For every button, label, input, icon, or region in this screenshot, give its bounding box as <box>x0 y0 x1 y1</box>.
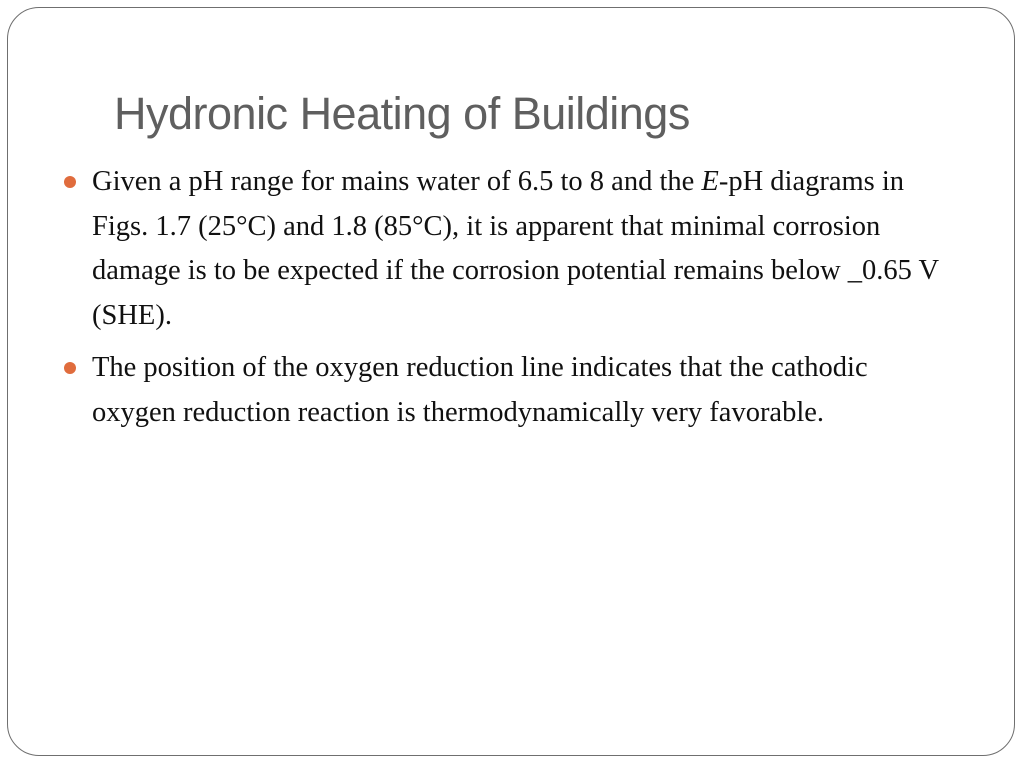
bullet-list <box>92 160 952 443</box>
bullet-item-oxygen-reduction <box>92 346 952 435</box>
bullet-dot-icon <box>64 362 76 374</box>
slide-title: Hydronic Heating of Buildings <box>114 88 690 139</box>
bullet-italic-symbol: E <box>701 166 719 197</box>
bullet-text-part: Given a pH range for mains water of 6.5 to 8 and the <box>92 166 702 197</box>
bullet-dot-icon <box>64 176 76 188</box>
bullet-text: The position of the oxygen reduction line indicates that the cathodic oxygen reduction reaction is thermodynamically very favorable. <box>92 352 868 428</box>
bullet-text-part: -pH diagrams in Figs. 1.7 (25°C) and 1.8 (85°C), it is apparent that minimal corrosion damage is to be expected if the corrosion potential remains below _0.65 V (SHE). <box>92 166 939 331</box>
bullet-item-ph-range <box>92 160 952 338</box>
